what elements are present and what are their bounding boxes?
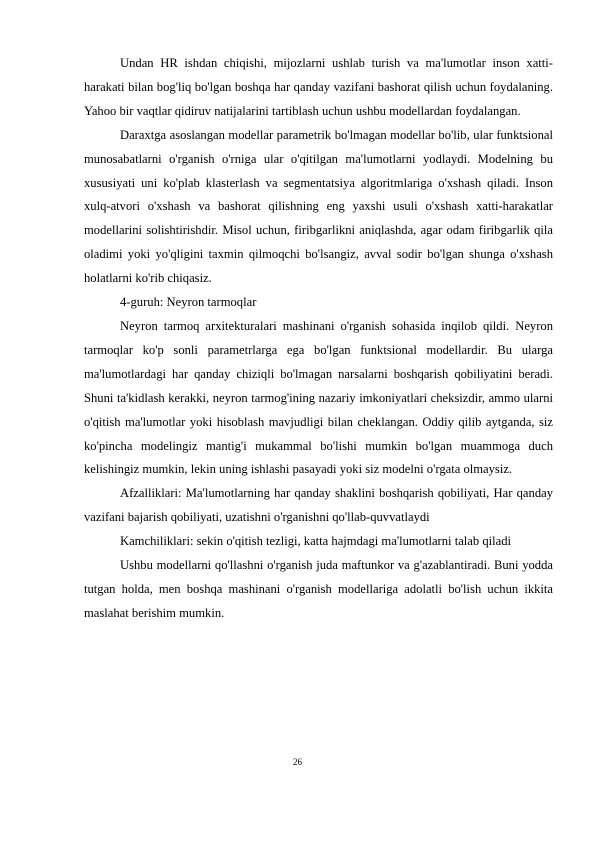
page-body: [84, 52, 553, 626]
paragraph-neural-networks: Neyron tarmoq arxitekturalari mashinani o'rganish sohasida inqilob qildi. Neyron tarmoqlar ko'p sonli parametrlarga ega bo'lgan funktsional modellardir. Bu ularga ma'lumotlardagi har qanday chiziqli bo'lmagan narsalarni boshqarish qobiliyatini beradi. Shuni ta'kidlash kerakki, neyron tarmog'ining nazariy imkoniyatlari cheksizdir, ammo ularni o'qitish ma'lumotlar yoki hisoblash mavjudligi bilan cheklangan. Oddiy qilib aytganda, siz ko'pincha modelingiz mantig'i mukammal bo'lishi mumkin bo'lgan muammoga duch kelishingiz mumkin, lekin uning ishlashi pasayadi yoki siz modelni o'rgata olmaysiz.: [84, 318, 553, 477]
paragraph-hr-prediction: Undan HR ishdan chiqishi, mijozlarni ushlab turish va ma'lumotlar inson xatti-harakati bilan bog'liq bo'lgan boshqa har qanday vazifani bashorat qilish uchun foydalaning. Yahoo bir vaqtlar qidiruv natijalarini tartiblash uchun ushbu modellardan foydalangan.: [84, 56, 553, 118]
section-heading-neural-networks: 4-guruh: Neyron tarmoqlar: [120, 295, 257, 310]
paragraph-advantages: Afzalliklari: Ma'lumotlarning har qanday shaklini boshqarish qobiliyati, Har qanday vazifani bajarish qobiliyati, uzatishni o'rganishni qo'llab-quvvatlaydi: [84, 486, 553, 525]
paragraph-tree-based-models: Daraxtga asoslangan modellar parametrik bo'lmagan modellar bo'lib, ular funktsional munosabatlarni o'rganish o'rniga ular o'qitilgan ma'lumotlarni yodlaydi. Modelning bu xususiyati uni ko'plab klasterlash va segmentatsiya algoritmlariga o'xshash qiladi. Inson xulq-atvori o'xshash va bashorat qilishning eng yaxshi usuli o'xshash xatti-harakatlar modellarini solishtirishdir. Misol uchun, firibgarlikni aniqlashda, agar odam firibgarlik qila oladimi yoki yo'qligini taxmin qilmoqchi bo'lsangiz, avval sodir bo'lgan shunga o'xshash holatlarni ko'rib chiqasiz.: [84, 127, 553, 286]
page-number: 26: [293, 757, 302, 767]
paragraph-disadvantages: Kamchiliklari: sekin o'qitish tezligi, katta hajmdagi ma'lumotlarni talab qiladi: [120, 534, 512, 549]
paragraph-conclusion: Ushbu modellarni qo'llashni o'rganish juda maftunkor va g'azablantiradi. Buni yodda tutgan holda, men boshqa mashinani o'rganish modellariga adolatli bo'lish uchun ikkita maslahat berishim mumkin.: [84, 558, 553, 620]
